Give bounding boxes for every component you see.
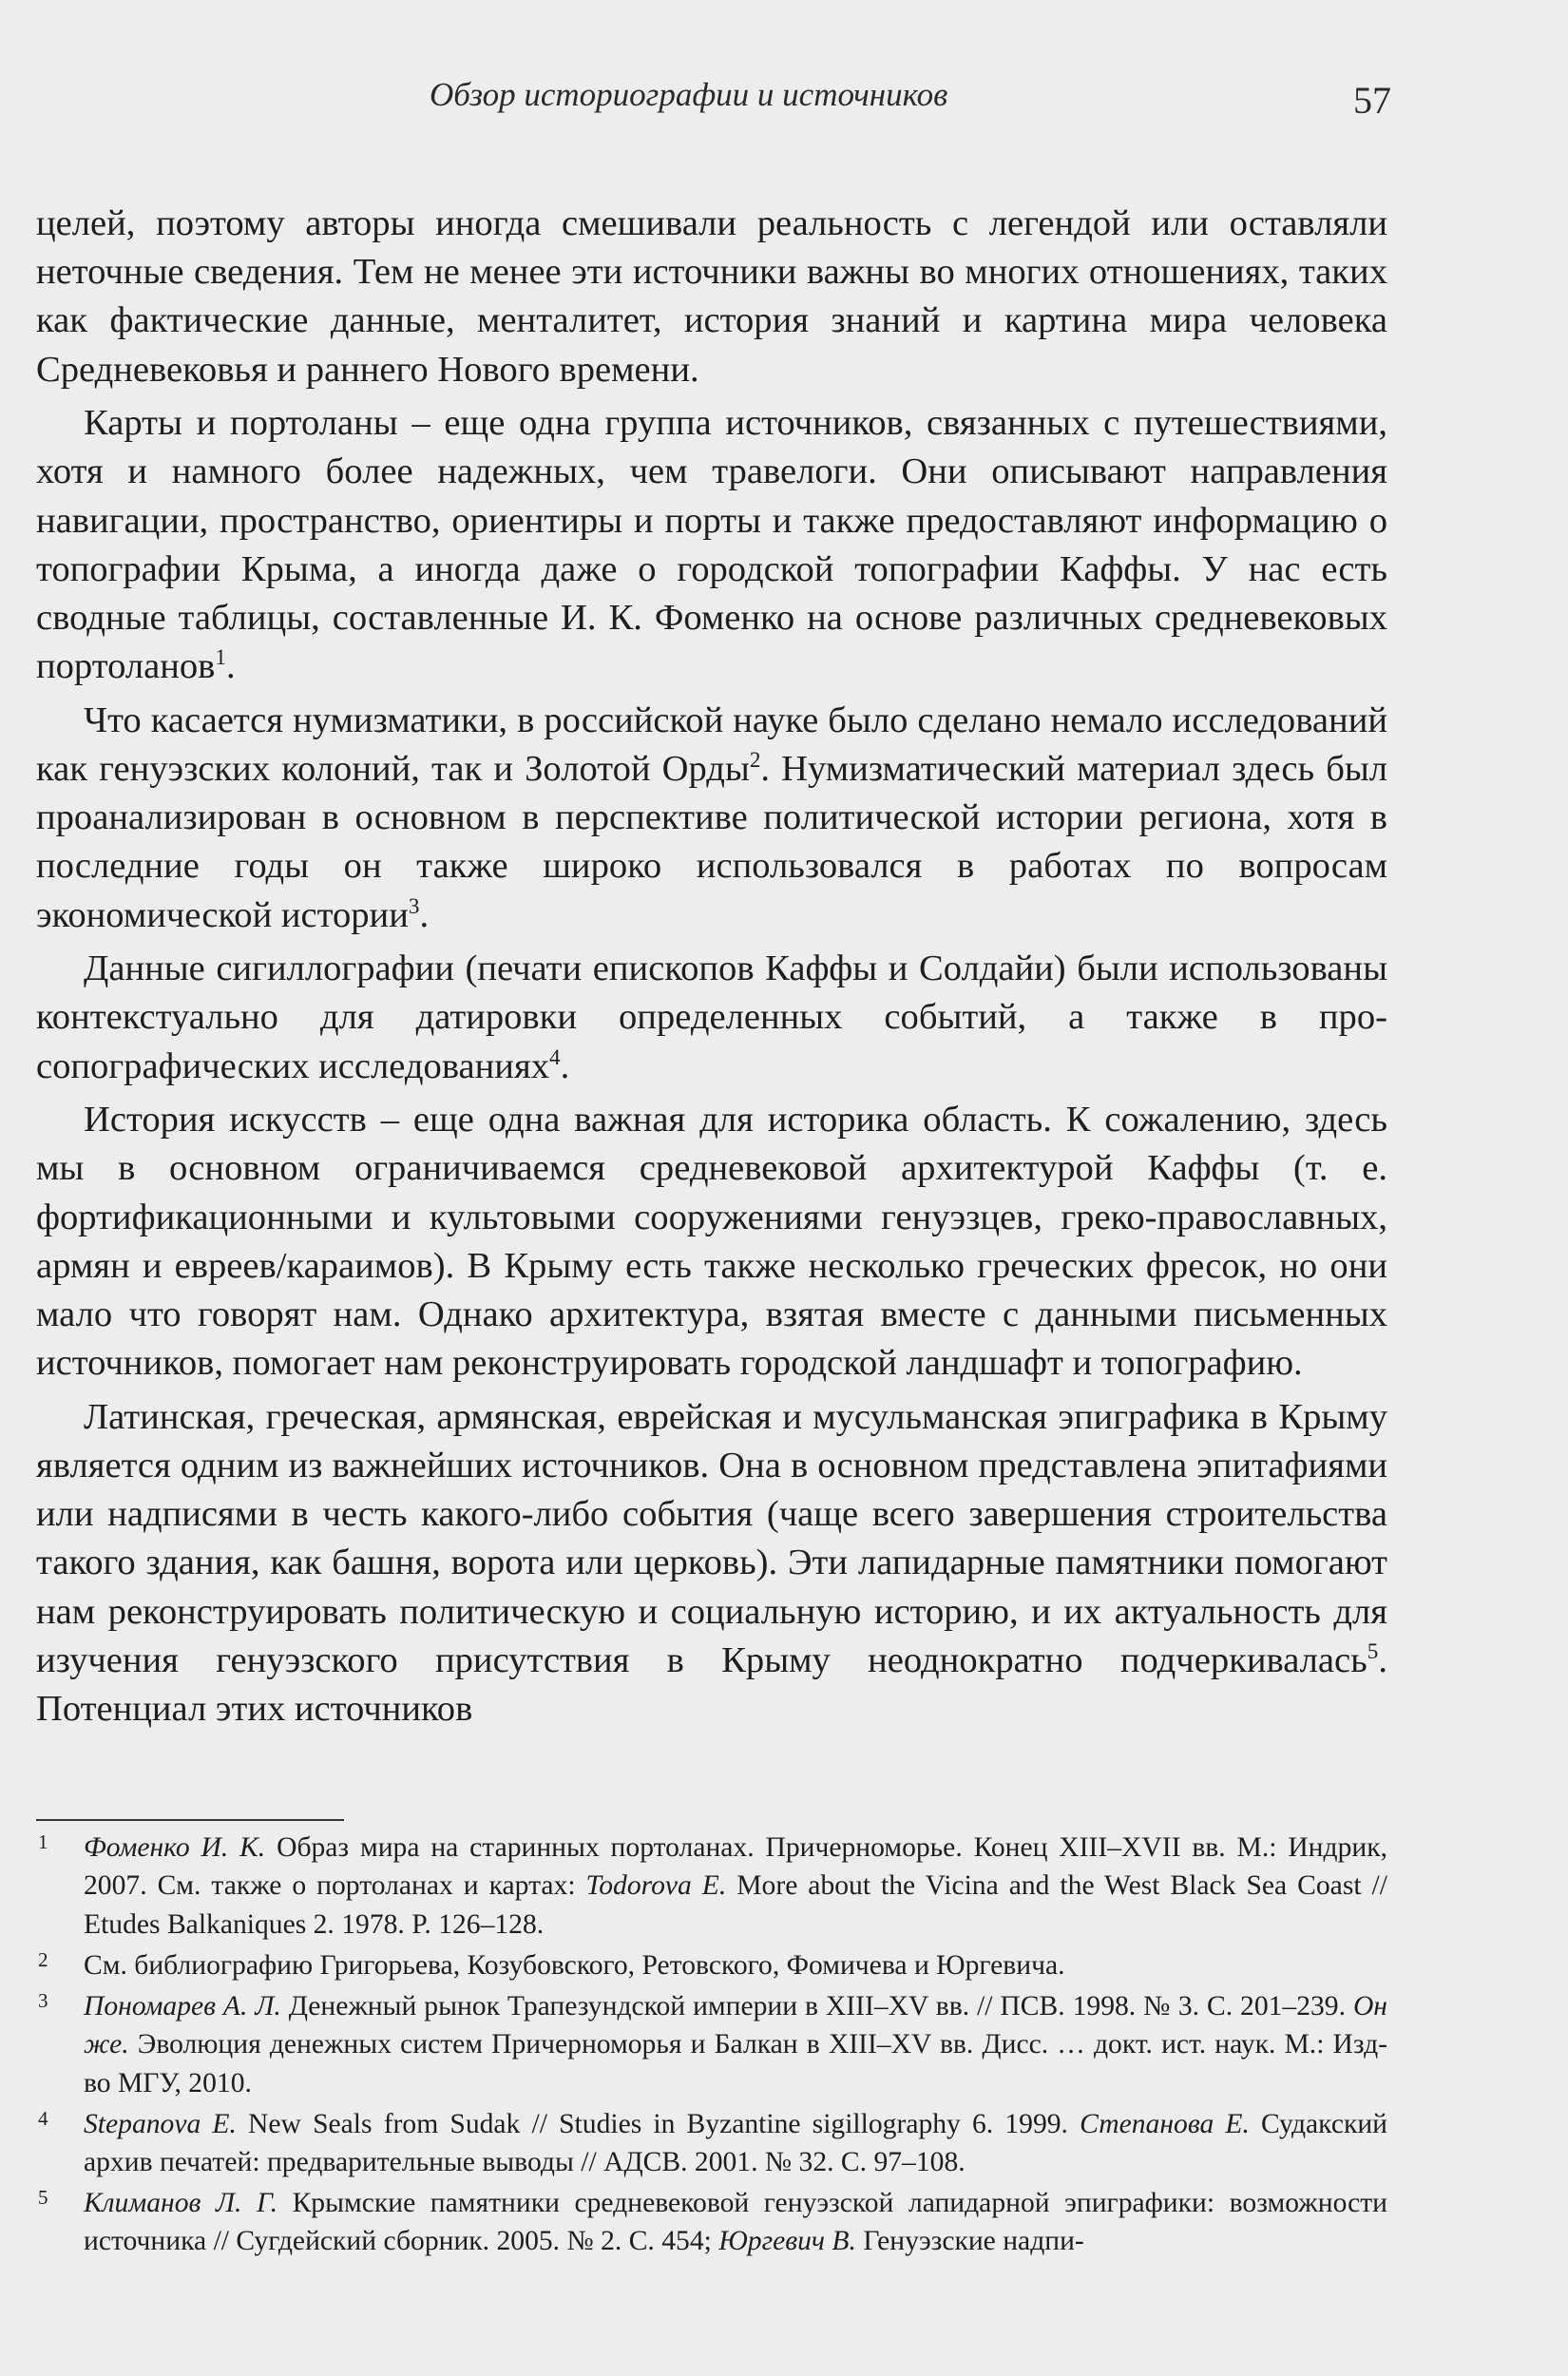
paragraph-text: .	[225, 646, 236, 687]
footnote-ref[interactable]: 5	[1367, 1638, 1379, 1664]
footnote-author: Климанов Л. Г.	[84, 2188, 277, 2219]
footnote-text: More about the Vicina and the West Black Sea Coast // Etudes Balkaniques 2. 1978. P. 126–128.	[84, 1870, 1387, 1940]
footnote-2	[36, 1946, 1387, 1984]
footnote-text: Судакский архив печатей: предварительные выводы // АДСВ. 2001. № 32. С. 97–108.	[84, 2108, 1388, 2178]
footnote-author: Степанова Е.	[1080, 2108, 1250, 2139]
footnote-ref[interactable]: 1	[215, 645, 226, 671]
footnote-number: 4	[38, 2106, 48, 2130]
paragraph-text: . Нумизматический материал здесь был проанализирован в основном в перспективе политической истории региона, хотя в последние годы он также широко использовался в работах по вопросам экономической истории	[36, 749, 1387, 935]
footnote-3	[36, 1987, 1387, 2102]
footnote-author: Фоменко И. К.	[84, 1832, 266, 1863]
paragraph-text: Данные сигиллографии (печати епископов Каффы и Солдайи) были использованы контекстуально для датировки определенных событий, а также в просопографических исследованиях	[36, 948, 1387, 1086]
paragraph	[36, 399, 1387, 691]
paragraph	[36, 1096, 1387, 1388]
footnote-author: Stepanova E.	[84, 2108, 237, 2139]
footnote-text: Денежный рынок Трапезундской империи в XIII–XV вв. // ПСВ. 1998. № 3. С. 201–239.	[280, 1990, 1353, 2022]
footnote-ref[interactable]: 4	[548, 1044, 561, 1070]
paragraph-text: целей, поэтому авторы иногда смешивали реальность с легендой или оставляли неточные сведения. Тем не менее эти источники важны во многих отношениях, таких как фактические данные, менталитет, история знаний и картина мира человека Средневековья и раннего Нового времени.	[36, 203, 1387, 390]
paragraph-text: Карты и портоланы – еще одна группа источников, связанных с путешествиями, хотя и намного более надежных, чем травелоги. Они описывают направления навигации, пространство, ориентиры и порты и также предоставляют информацию о топографии Крыма, а иногда даже о городской топографии Каффы. У нас есть сводные таблицы, составленные И. К. Фоменко на основе различных средневековых портоланов	[36, 403, 1387, 687]
paragraph	[36, 945, 1387, 1091]
footnote-number: 2	[38, 1947, 48, 1971]
footnotes	[36, 1829, 1387, 2263]
paragraph-text: История искусств – еще одна важная для историка область. К сожалению, здесь мы в основном ограничиваемся средневековой архитектурой Каффы (т. е. фортификационными и культовыми сооружениями генуэзцев, греко-православных, армян и евреев/караимов). В Крыму есть также несколько греческих фресок, но они мало что говорят нам. Однако архитектура, взятая вместе с данными письменных источников, помогает нам реконструировать городской ландшафт и топографию.	[36, 1100, 1387, 1384]
paragraph-text: Латинская, греческая, армянская, еврейская и мусульманская эпиграфика в Крыму является одним из важнейших источников. Она в основном представлена эпитафиями или надписями в честь какого-либо события (чаще всего завершения строительства такого здания, как башня, ворота или церковь). Эти лапидарные памятники помогают нам реконструировать политическую и социальную историю, и их актуальность для изучения генуэзского присутствия в Крыму неоднократно подчеркивалась	[36, 1396, 1387, 1680]
footnote-1	[36, 1829, 1387, 1944]
footnote-text: Образ мира на старинных портоланах. Причерноморье. Конец XIII–XVII вв. М.: Индрик, 2007. См. также о портоланах и картах:	[84, 1832, 1387, 1902]
footnote-author: Пономарев А. Л.	[84, 1990, 281, 2022]
running-head	[0, 70, 1568, 127]
footnote-author: Todorova E.	[585, 1870, 727, 1902]
footnote-text: Генуэзские надпи-	[855, 2226, 1084, 2257]
footnote-ref[interactable]: 2	[749, 748, 761, 774]
footnote-text: См. библиографию Григорьева, Козубовского, Ретовского, Фомичева и Юргевича.	[84, 1949, 1065, 1981]
paragraph	[36, 697, 1387, 940]
footnote-number: 3	[38, 1988, 48, 2012]
paragraph	[36, 200, 1387, 394]
footnote-text: New Seals from Sudak // Studies in Byzantine sigillography 6. 1999.	[236, 2108, 1080, 2139]
footnote-text: Эволюция денежных систем Причерноморья и Балкан в XIII–XV вв. Дисс. … докт. ист. наук. М.: Изд-во МГУ, 2010.	[84, 2029, 1387, 2098]
paragraph-text: .	[419, 894, 430, 935]
main-text	[36, 200, 1387, 1739]
footnote-5	[36, 2184, 1387, 2261]
running-head-title: Обзор историографии и источников	[430, 76, 948, 113]
footnote-divider	[36, 1819, 344, 1821]
paragraph-text: .	[560, 1045, 570, 1086]
paragraph-text: Что касается нумизматики, в российской науке было сделано немало исследований как генуэзских колоний, так и Золотой Орды	[36, 699, 1387, 790]
footnote-text: Крымские памятники средневековой генуэзской лапидарной эпиграфики: возможности источника // Сугдейский сборник. 2005. № 2. С. 454;	[84, 2188, 1388, 2257]
paragraph	[36, 1393, 1387, 1734]
paragraph-text: . Потенциал этих источников	[36, 1639, 1387, 1730]
footnote-author: Юргевич В.	[718, 2226, 856, 2257]
footnote-ref[interactable]: 3	[408, 893, 420, 919]
page-number: 57	[1353, 79, 1391, 122]
footnote-4	[36, 2105, 1387, 2182]
footnote-number: 5	[38, 2186, 48, 2210]
footnote-author: Он же.	[84, 1990, 1387, 2060]
footnote-number: 1	[38, 1830, 48, 1853]
